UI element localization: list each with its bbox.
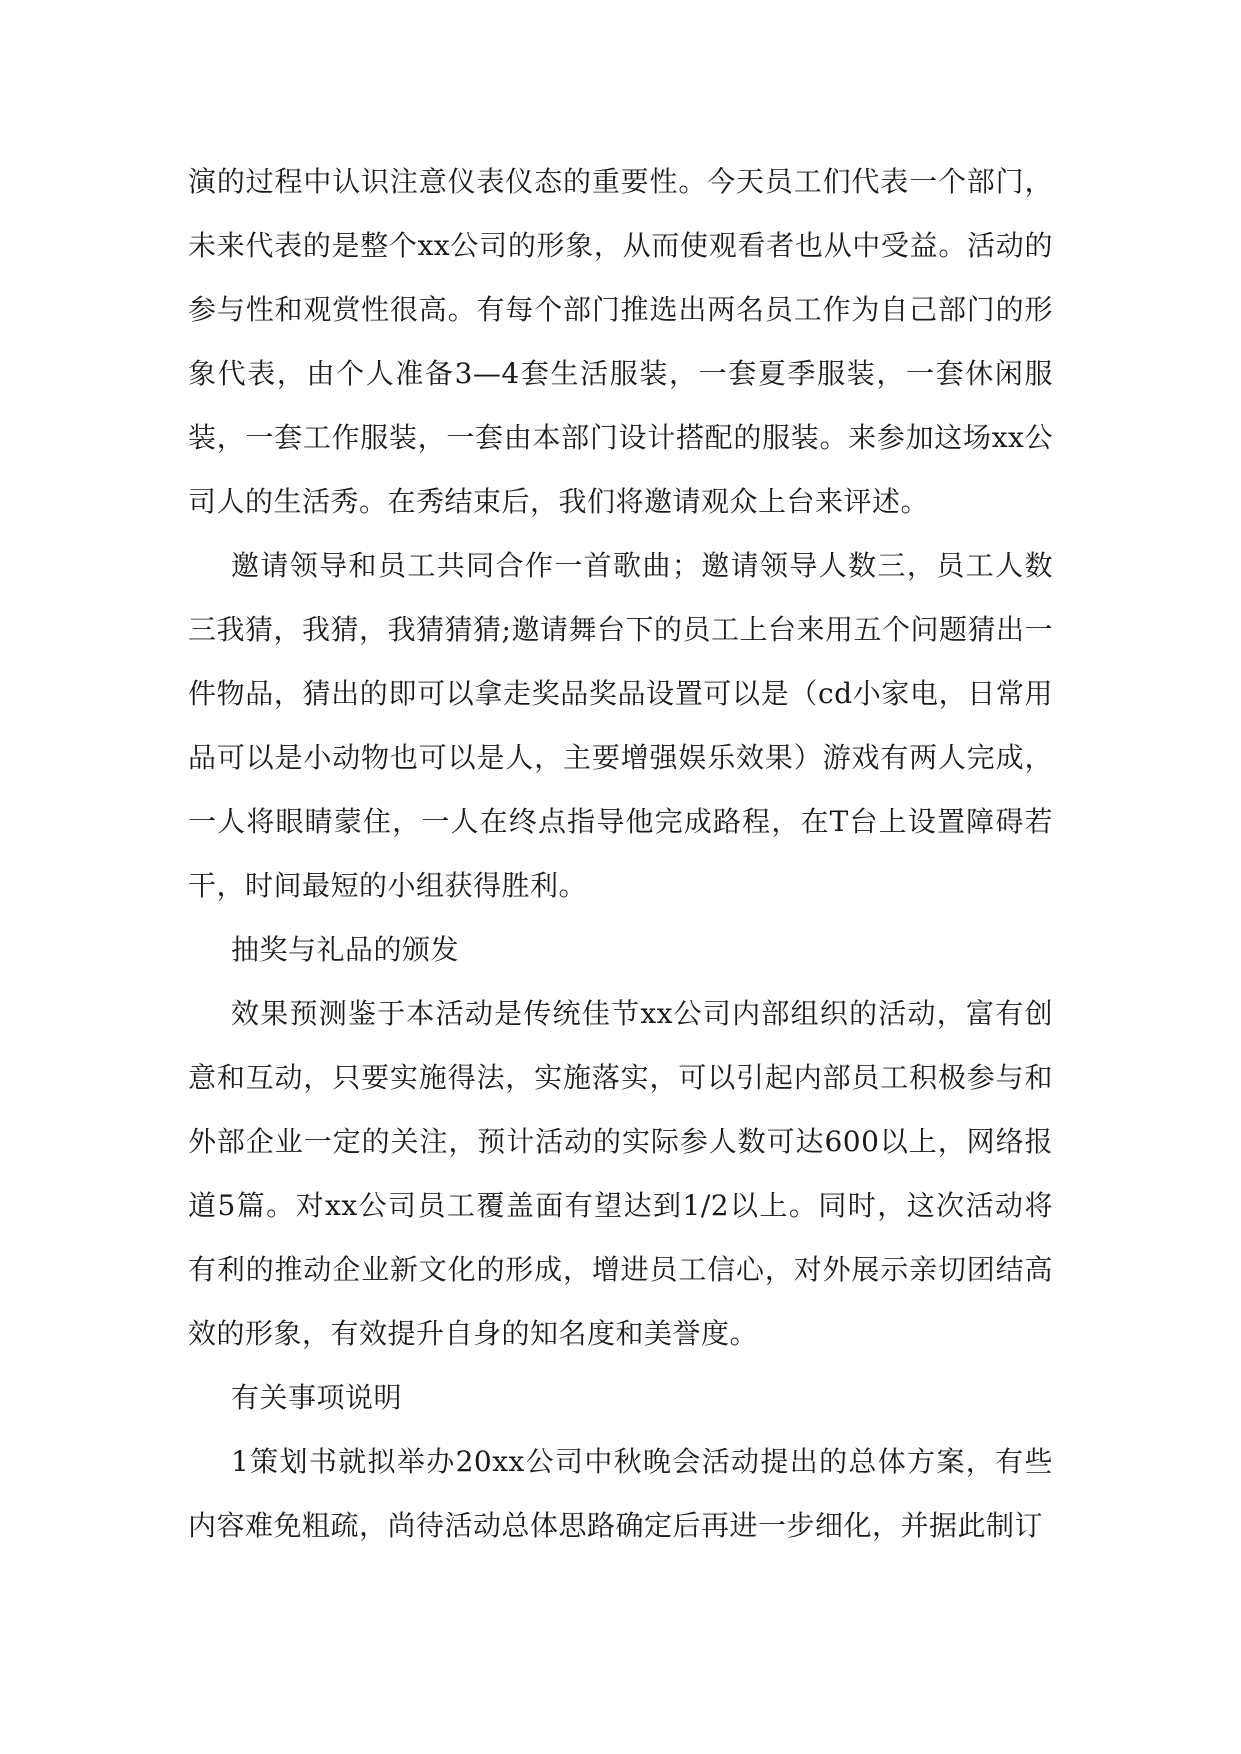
document-body — [188, 150, 1053, 1558]
paragraph-games: 邀请领导和员工共同合作一首歌曲；邀请领导人数三，员工人数三我猜，我猜，我猜猜猜;邀请舞台下的员工上台来用五个问题猜出一件物品，猜出的即可以拿走奖品奖品设置可以是（cd小家电，日常用品可以是小动物也可以是人，主要增强娱乐效果）游戏有两人完成，一人将眼睛蒙住，一人在终点指导他完成路程，在T台上设置障碍若干，时间最短的小组获得胜利。 — [188, 549, 1053, 902]
heading-related-notes: 有关事项说明 — [231, 1381, 403, 1414]
paragraph-performance-intro: 演的过程中认识注意仪表仪态的重要性。今天员工们代表一个部门，未来代表的是整个xx公司的形象，从而使观看者也从中受益。活动的参与性和观赏性很高。有每个部门推选出两名员工作为自己部门的形象代表，由个人准备3—4套生活服装，一套夏季服装，一套休闲服装，一套工作服装，一套由本部门设计搭配的服装。来参加这场xx公司人的生活秀。在秀结束后，我们将邀请观众上台来评述。 — [188, 165, 1053, 518]
paragraph-effect-forecast: 效果预测鉴于本活动是传统佳节xx公司内部组织的活动，富有创意和互动，只要实施得法，实施落实，可以引起内部员工积极参与和外部企业一定的关注，预计活动的实际参人数可达600以上，网络报道5篇。对xx公司员工覆盖面有望达到1/2以上。同时，这次活动将有利的推动企业新文化的形成，增进员工信心，对外展示亲切团结高效的形象，有效提升自身的知名度和美誉度。 — [188, 997, 1053, 1350]
heading-lottery-gifts: 抽奖与礼品的颁发 — [231, 933, 460, 966]
paragraph-note-1: 1策划书就拟举办20xx公司中秋晚会活动提出的总体方案，有些内容难免粗疏，尚待活动总体思路确定后再进一步细化，并据此制订 — [188, 1445, 1053, 1542]
